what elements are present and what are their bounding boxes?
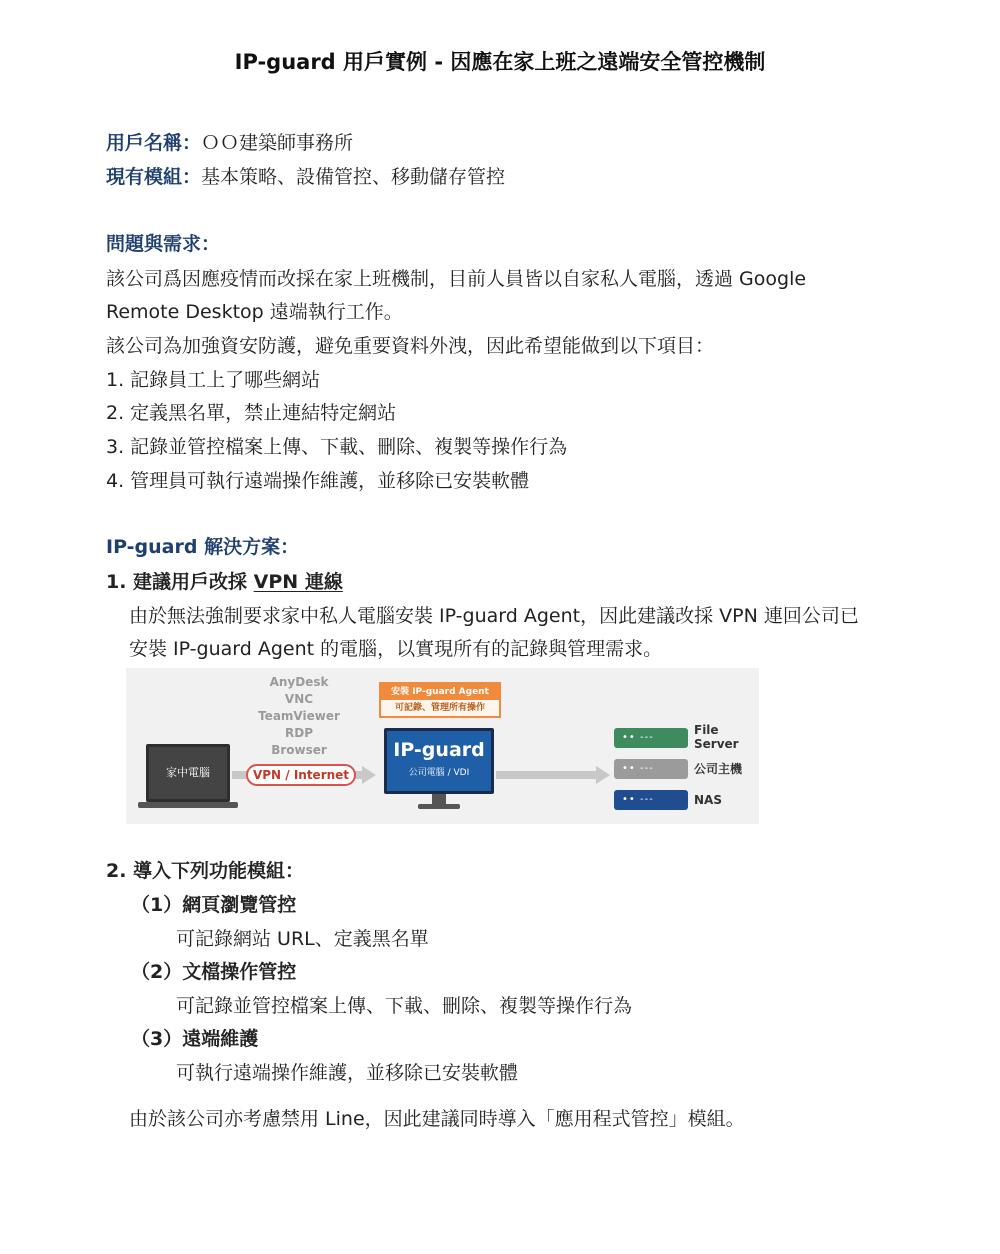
nas-label: NAS (694, 793, 722, 807)
arrow-shaft (496, 771, 596, 779)
remote-tool: VNC (284, 692, 314, 706)
solution-item1 (106, 568, 343, 596)
server-label-line: Server (694, 737, 739, 751)
remote-tool: TeamViewer (258, 709, 340, 723)
solution-heading: IP-guard 解決方案： (106, 536, 300, 558)
remote-tool: Browser (271, 743, 327, 757)
nas-icon: •• --- (614, 790, 688, 810)
ipguard-stand (432, 794, 446, 804)
solution-item1-line1: 由於無法強制要求家中私人電腦安裝 IP-guard Agent，因此建議改採 VPN 連回公司已 (129, 605, 859, 627)
closing-note: 由於該公司亦考慮禁用 Line，因此建議同時導入「應用程式管控」模組。 (129, 1108, 745, 1130)
customer-name-value: ＯＯ建築師事務所 (201, 132, 354, 154)
solution-item1-line2: 安裝 IP-guard Agent 的電腦，以實現所有的記錄與管理需求。 (129, 638, 663, 660)
existing-modules-value: 基本策略、設備管控、移動儲存管控 (201, 166, 506, 188)
problem-para1-line1: 該公司爲因應疫情而改採在家上班機制，目前人員皆以自家私人電腦，透過 Google (106, 268, 807, 290)
module-title: （2）文檔操作管控 (131, 961, 297, 983)
problem-item: 2. 定義黑名單，禁止連結特定網站 (106, 402, 397, 424)
remote-tools-list (254, 674, 344, 759)
problem-item: 1. 記錄員工上了哪些網站 (106, 369, 321, 391)
file-server-label (694, 723, 739, 751)
problem-para1-line2: Remote Desktop 遠端執行工作。 (106, 301, 403, 323)
remote-tool: AnyDesk (269, 675, 329, 689)
solution-item1-prefix: 1. 建議用戶改採 (106, 571, 254, 593)
document-title: IP-guard 用戶實例 - 因應在家上班之遠端安全管控機制 (234, 50, 766, 74)
agent-callout (379, 682, 501, 718)
network-diagram (126, 668, 759, 824)
vpn-internet-pill: VPN / Internet (246, 764, 356, 786)
customer-name-row (106, 129, 353, 157)
agent-callout-sub: 可記錄、管理所有操作 (394, 703, 485, 713)
company-host-label: 公司主機 (694, 762, 743, 776)
ipguard-monitor (384, 728, 494, 794)
module-title: （1）網頁瀏覽管控 (131, 894, 297, 916)
module-desc: 可記錄並管控檔案上傳、下載、刪除、複製等操作行為 (176, 995, 633, 1017)
customer-name-label: 用戶名稱： (106, 132, 202, 154)
home-pc-monitor: 家中電腦 (146, 744, 230, 802)
file-server-icon: •• --- (614, 728, 688, 748)
remote-tool: RDP (285, 726, 313, 740)
arrow-head-icon (596, 766, 610, 784)
server-label-line: File (694, 723, 719, 737)
vpn-link-text: VPN 連線 (253, 571, 343, 593)
company-host-icon: •• --- (614, 759, 688, 779)
arrow-head-icon (362, 766, 376, 784)
problem-item: 4. 管理員可執行遠端操作維護，並移除已安裝軟體 (106, 470, 530, 492)
module-desc: 可記錄網站 URL、定義黑名單 (176, 928, 429, 950)
module-title: （3）遠端維護 (131, 1028, 259, 1050)
ipguard-label: IP-guard (393, 739, 485, 761)
module-desc: 可執行遠端操作維護，並移除已安裝軟體 (176, 1062, 519, 1084)
home-pc-base (138, 802, 238, 808)
problem-item: 3. 記錄並管控檔案上傳、下載、刪除、複製等操作行為 (106, 436, 568, 458)
ipguard-sub-label: 公司電腦 / VDI (408, 768, 470, 778)
existing-modules-row (106, 163, 505, 191)
existing-modules-label: 現有模組： (106, 166, 202, 188)
problem-para2: 該公司為加強資安防護，避免重要資料外洩，因此希望能做到以下項目： (106, 335, 715, 357)
ipguard-base (418, 804, 460, 809)
solution-item2: 2. 導入下列功能模組： (106, 860, 305, 882)
problem-heading: 問題與需求： (106, 233, 221, 255)
agent-callout-title: 安裝 IP-guard Agent (381, 684, 499, 700)
